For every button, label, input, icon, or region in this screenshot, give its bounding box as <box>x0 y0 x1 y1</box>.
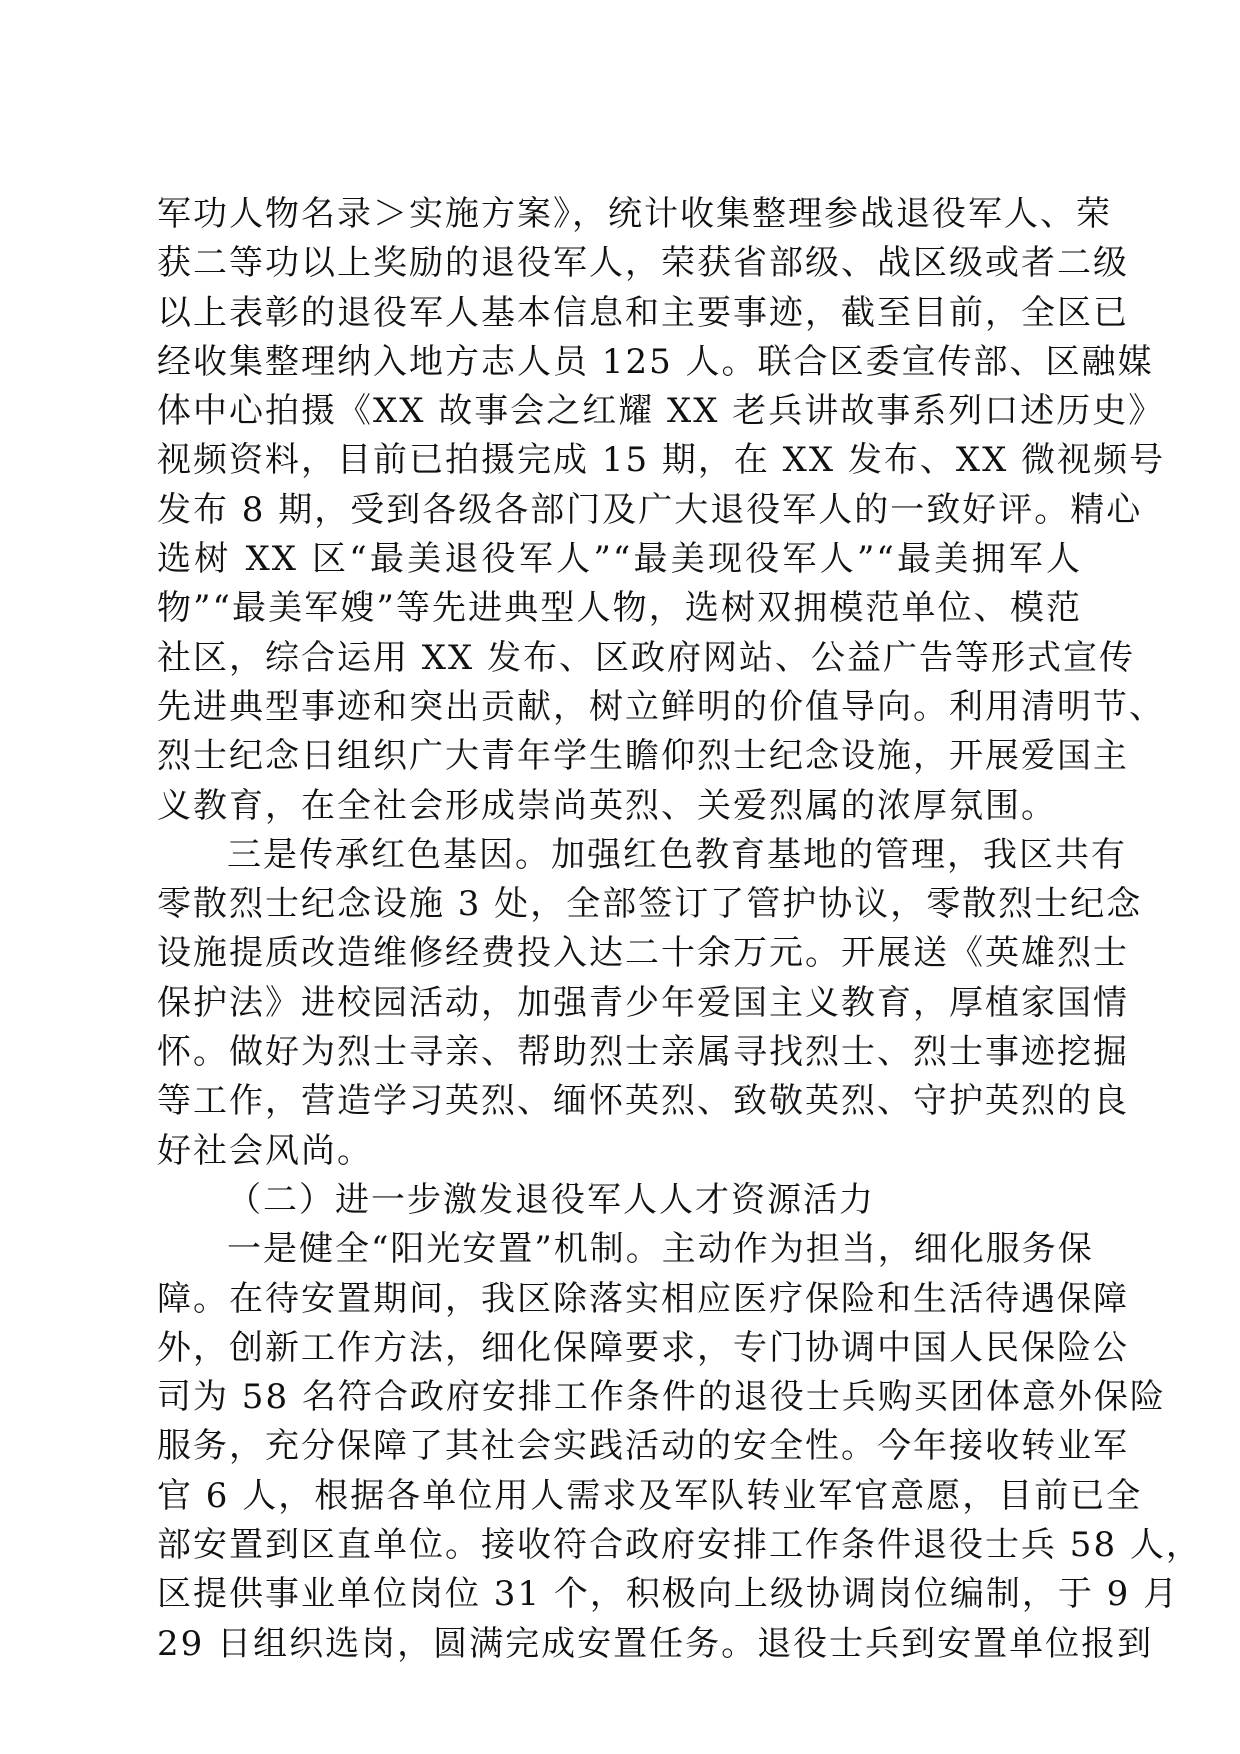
body-line: 服务，充分保障了其社会实践活动的安全性。今年接收转业军 <box>157 1426 1129 1467</box>
body-line: 以上表彰的退役军人基本信息和主要事迹，截至目前，全区已 <box>157 292 1129 333</box>
body-line: 社区，综合运用 XX 发布、区政府网站、公益广告等形式宣传 <box>157 637 1136 678</box>
paragraph-first-line: 一是健全“阳光安置”机制。主动作为担当，细化服务保 <box>227 1229 1094 1270</box>
body-line: 区提供事业单位岗位 31 个，积极向上级协调岗位编制，于 9 月 <box>157 1574 1180 1615</box>
body-line: 军功人物名录＞实施方案》，统计收集整理参战退役军人、荣 <box>157 194 1112 234</box>
body-line: 部安置到区直单位。接收符合政府安排工作条件退役士兵 58 人， <box>157 1525 1202 1566</box>
body-line: 障。在待安置期间，我区除落实相应医疗保险和生活待遇保障 <box>157 1278 1129 1319</box>
document-page <box>157 190 1202 1669</box>
body-line: 保护法》进校园活动，加强青少年爱国主义教育，厚植家国情 <box>157 982 1129 1023</box>
section-heading: （二）进一步激发退役军人人才资源活力 <box>227 1179 875 1220</box>
body-line: 经收集整理纳入地方志人员 125 人。联合区委宣传部、区融媒 <box>157 341 1154 382</box>
body-line: 司为 58 名符合政府安排工作条件的退役士兵购买团体意外保险 <box>157 1377 1166 1418</box>
body-line: 外，创新工作方法，细化保障要求，专门协调中国人民保险公 <box>157 1327 1129 1368</box>
body-line: 怀。做好为烈士寻亲、帮助烈士亲属寻找烈士、烈士事迹挖掘 <box>157 1032 1129 1073</box>
body-line: 好社会风尚。 <box>157 1130 373 1171</box>
body-line: 29 日组织选岗，圆满完成安置任务。退役士兵到安置单位报到 <box>157 1623 1154 1664</box>
paragraph-first-line: 三是传承红色基因。加强红色教育基地的管理，我区共有 <box>227 834 1127 875</box>
body-line: 选树 XX 区“最美退役军人”“最美现役军人”“最美拥军人 <box>157 539 1082 580</box>
body-line: 物”“最美军嫂”等先进典型人物，选树双拥模范单位、模范 <box>157 588 1082 629</box>
body-line: 零散烈士纪念设施 3 处，全部签订了管护协议，零散烈士纪念 <box>157 884 1143 925</box>
body-line: 视频资料，目前已拍摄完成 15 期，在 XX 发布、XX 微视频号 <box>157 440 1166 481</box>
body-line: 烈士纪念日组织广大青年学生瞻仰烈士纪念设施，开展爱国主 <box>157 736 1129 777</box>
body-line: 获二等功以上奖励的退役军人，荣获省部级、战区级或者二级 <box>157 243 1129 284</box>
body-line: 体中心拍摄《XX 故事会之红耀 XX 老兵讲故事系列口述历史》 <box>157 391 1165 432</box>
body-line: 官 6 人，根据各单位用人需求及军队转业军官意愿，目前已全 <box>157 1475 1143 1516</box>
body-line: 发布 8 期，受到各级各部门及广大退役军人的一致好评。精心 <box>157 489 1143 530</box>
body-line: 等工作，营造学习英烈、缅怀英烈、致敬英烈、守护英烈的良 <box>157 1081 1129 1122</box>
body-line: 设施提质改造维修经费投入达二十余万元。开展送《英雄烈士 <box>157 933 1129 974</box>
body-line: 先进典型事迹和突出贡献，树立鲜明的价值导向。利用清明节、 <box>157 686 1165 727</box>
body-line: 义教育，在全社会形成崇尚英烈、关爱烈属的浓厚氛围。 <box>157 785 1057 826</box>
